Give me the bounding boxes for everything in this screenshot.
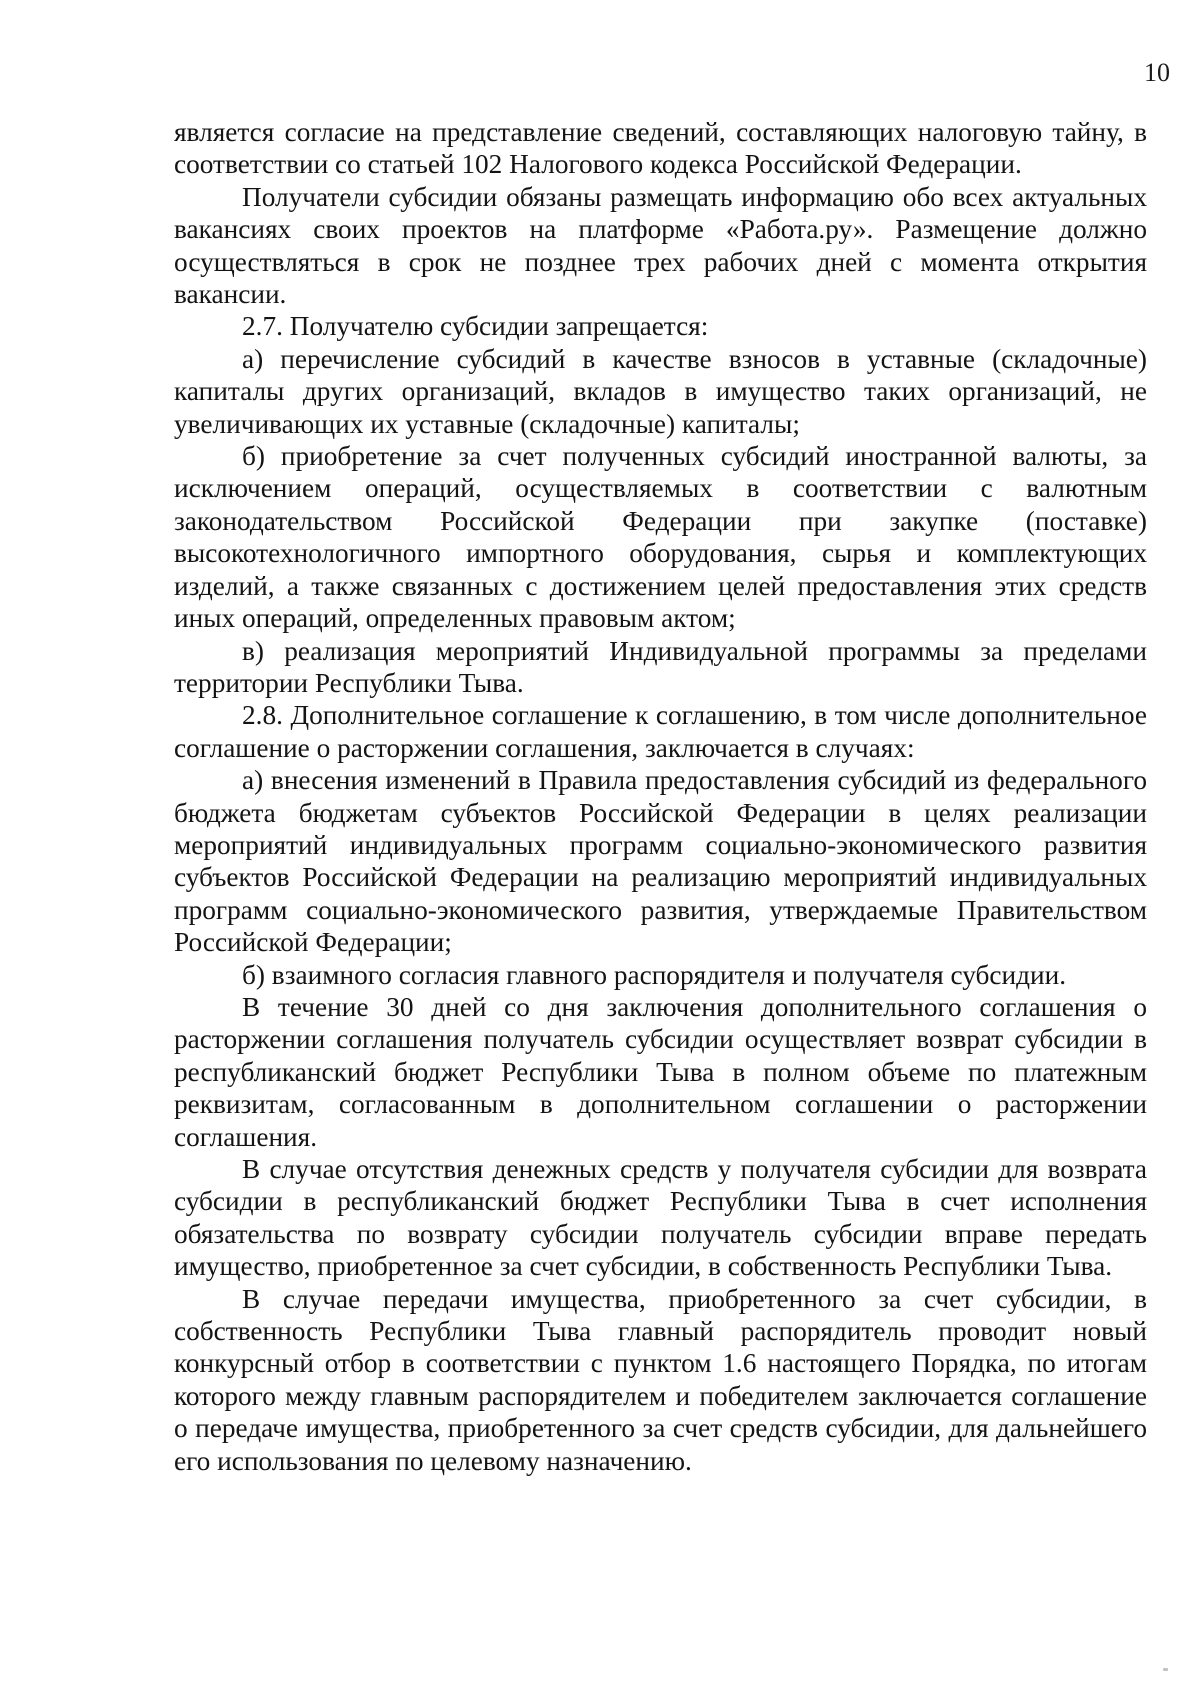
paragraph-5: б) приобретение за счет полученных субсидий иностранной валюты, за исключением операций, осуществляемых в соответствии с валютным законодательством Российской Федерации при закупке (поставке) высокотехнологичного импортного оборудования, сырья и комплектующих изделий, а также связанных с достижением целей предоставления этих средств иных операций, определенных правовым актом; — [174, 441, 1147, 634]
page-number: 10 — [1144, 58, 1170, 87]
paragraph-3: 2.7. Получателю субсидии запрещается: — [242, 311, 709, 342]
scan-speck — [1163, 1668, 1168, 1671]
document-body — [174, 116, 1147, 1477]
paragraph-6: в) реализация мероприятий Индивидуальной программы за пределами территории Республики Тыва. — [174, 635, 1147, 698]
paragraph-9: б) взаимного согласия главного распорядителя и получателя субсидии. — [242, 959, 1067, 990]
paragraph-8: а) внесения изменений в Правила предоставления субсидий из федерального бюджета бюджетам субъектов Российской Федерации в целях реализации мероприятий индивидуальных программ социально-экономического развития субъектов Российской Федерации на реализацию мероприятий индивидуальных программ социально-экономического развития, утверждаемые Правительством Российской Федерации; — [174, 765, 1147, 958]
paragraph-12: В случае передачи имущества, приобретенного за счет субсидии, в собственность Республики Тыва главный распорядитель проводит новый конкурсный отбор в соответствии с пунктом 1.6 настоящего Порядка, по итогам которого между главным распорядителем и победителем заключается соглашение о передаче имущества, приобретенного за счет средств субсидии, для дальнейшего его использования по целевому назначению. — [174, 1283, 1147, 1476]
paragraph-2: Получатели субсидии обязаны размещать информацию обо всех актуальных вакансиях своих проектов на платформе «Работа.ру». Размещение должно осуществляться в срок не позднее трех рабочих дней с момента открытия вакансии. — [174, 181, 1147, 310]
paragraph-10: В течение 30 дней со дня заключения дополнительного соглашения о расторжении соглашения получатель субсидии осуществляет возврат субсидии в республиканский бюджет Республики Тыва в полном объеме по платежным реквизитам, согласованным в дополнительном соглашении о расторжении соглашения. — [174, 991, 1147, 1152]
paragraph-1: является согласие на представление сведений, составляющих налоговую тайну, в соответствии со статьей 102 Налогового кодекса Российской Федерации. — [174, 117, 1147, 180]
paragraph-11: В случае отсутствия денежных средств у получателя субсидии для возврата субсидии в республиканский бюджет Республики Тыва в счет исполнения обязательства по возврату субсидии получатель субсидии вправе передать имущество, приобретенное за счет субсидии, в собственность Республики Тыва. — [174, 1154, 1147, 1282]
paragraph-4: а) перечисление субсидий в качестве взносов в уставные (складочные) капиталы других организаций, вкладов в имущество таких организаций, не увеличивающих их уставные (складочные) капиталы; — [174, 343, 1147, 439]
paragraph-7: 2.8. Дополнительное соглашение к соглашению, в том числе дополнительное соглашение о расторжении соглашения, заключается в случаях: — [174, 700, 1147, 763]
